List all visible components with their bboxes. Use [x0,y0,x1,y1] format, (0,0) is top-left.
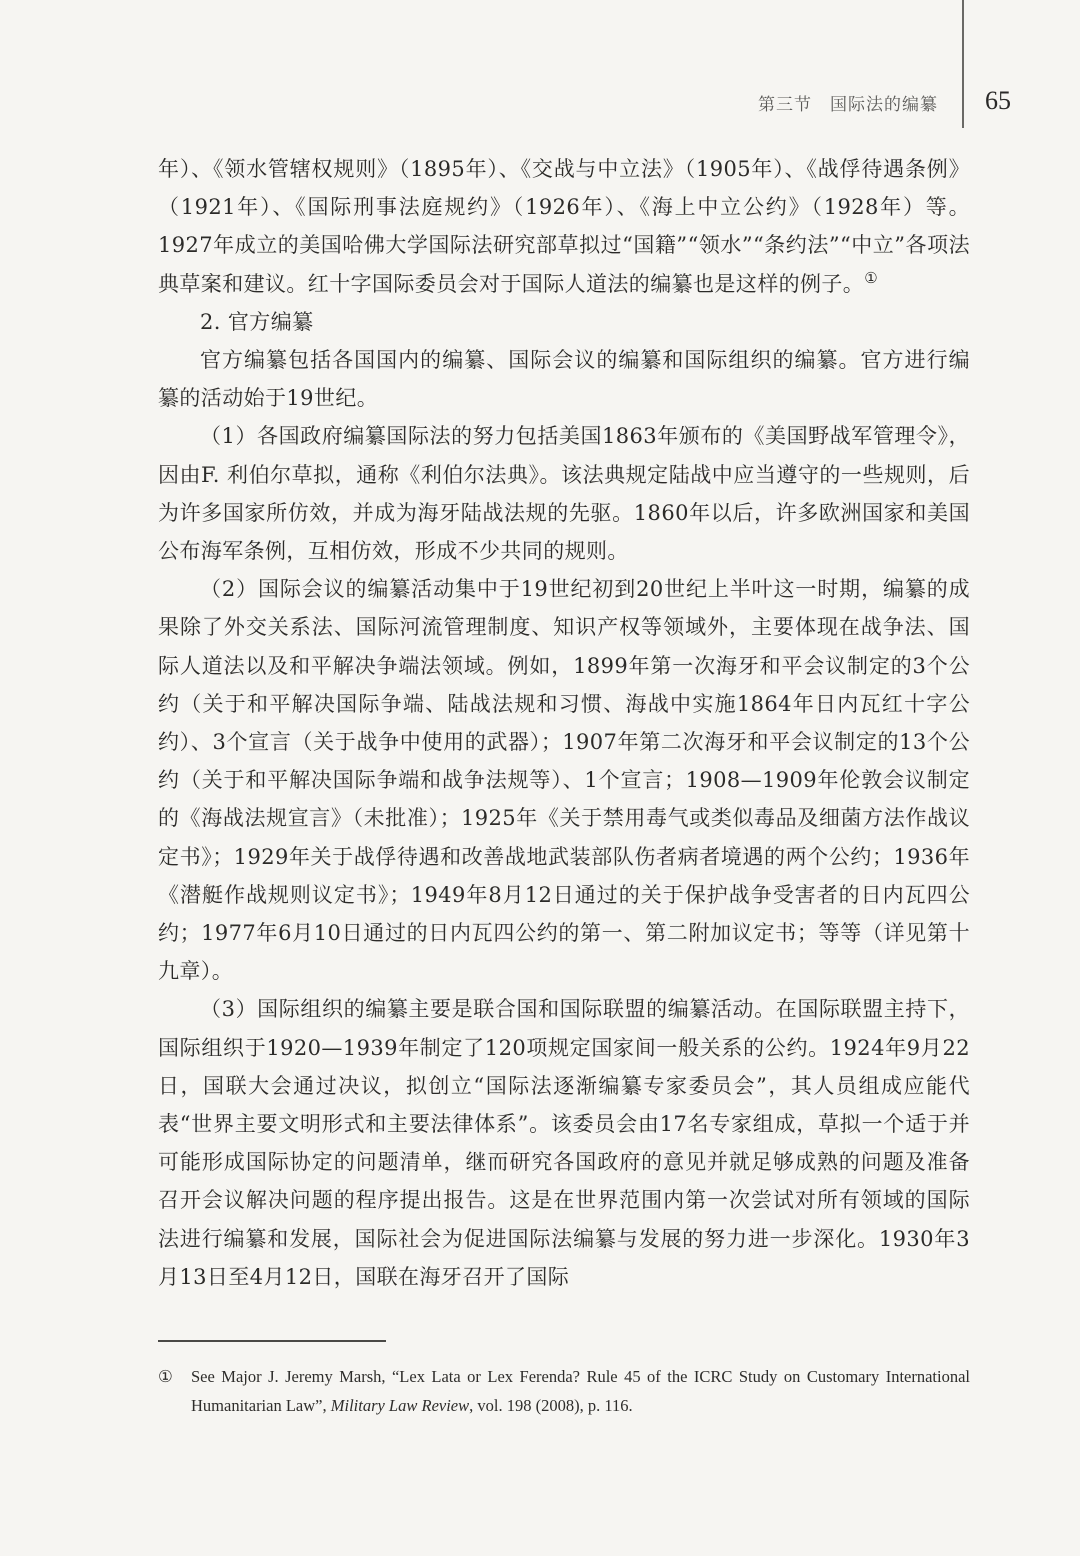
page-number: 65 [985,86,1011,115]
footnote [158,1362,970,1420]
running-header [758,90,938,115]
header-divider [962,0,964,128]
footnote-divider [158,1340,386,1342]
footnote-reference[interactable]: ① [864,268,879,287]
paragraph: （3）国际组织的编纂主要是联合国和国际联盟的编纂活动。在国际联盟主持下，国际组织于1920—1939年制定了120项规定国家间一般关系的公约。1924年9月22日，国联大会通过决议，拟创立“国际法逐渐编纂专家委员会”，其人员组成应能代表“世界主要文明形式和主要法律体系”。该委员会由17名专家组成，草拟一个适于并可能形成国际协定的问题清单，继而研究各国政府的意见并就足够成熟的问题及准备召开会议解决问题的程序提出报告。这是在世界范围内第一次尝试对所有领域的国际法进行编纂和发展，国际社会为促进国际法编纂与发展的努力进一步深化。1930年3月13日至4月12日，国联在海牙召开了国际 [158,997,970,1289]
footnote-text: See Major J. Jeremy Marsh, “Lex Lata or Lex Ferenda? Rule 45 of the ICRC Study on Customary International Humanitarian Law”, Military Law Review, vol. 198 (2008), p. 116. [191,1367,970,1415]
journal-title: Military Law Review [330,1396,470,1415]
paragraph: 年）、《领水管辖权规则》（1895年）、《交战与中立法》（1905年）、《战俘待遇条例》（1921年）、《国际刑事法庭规约》（1926年）、《海上中立公约》（1928年）等。1927年成立的美国哈佛大学国际法研究部草拟过“国籍”“领水”“条约法”“中立”各项法典草案和建议。红十字国际委员会对于国际人道法的编纂也是这样的例子。① [158,157,970,296]
paragraph: （2）国际会议的编纂活动集中于19世纪初到20世纪上半叶这一时期，编纂的成果除了外交关系法、国际河流管理制度、知识产权等领域外，主要体现在战争法、国际人道法以及和平解决争端法领域。例如，1899年第一次海牙和平会议制定的3个公约（关于和平解决国际争端、陆战法规和习惯、海战中实施1864年日内瓦红十字公约）、3个宣言（关于战争中使用的武器）；1907年第二次海牙和平会议制定的13个公约（关于和平解决国际争端和战争法规等）、1个宣言；1908—1909年伦敦会议制定的《海战法规宣言》（未批准）；1925年《关于禁用毒气或类似毒品及细菌方法作战议定书》；1929年关于战俘待遇和改善战地武装部队伤者病者境遇的两个公约；1936年《潜艇作战规则议定书》；1949年8月12日通过的关于保护战争受害者的日内瓦四公约；1977年6月10日通过的日内瓦四公约的第一、第二附加议定书；等等（详见第十九章）。 [158,577,970,984]
paragraph: 官方编纂包括各国国内的编纂、国际会议的编纂和国际组织的编纂。官方进行编纂的活动始于19世纪。 [158,348,970,411]
body-text [158,150,970,1296]
chapter-title: 国际法的编纂 [830,95,938,115]
paragraph: （1）各国政府编纂国际法的努力包括美国1863年颁布的《美国野战军管理令》，因由F. 利伯尔草拟，通称《利伯尔法典》。该法典规定陆战中应当遵守的一些规则，后为许多国家所仿效，并成为海牙陆战法规的先驱。1860年以后，许多欧洲国家和美国公布海军条例，互相仿效，形成不少共同的规则。 [158,424,970,564]
footnote-number: ① [158,1367,173,1386]
section-label: 第三节 [758,95,812,115]
subheading: 2. 官方编纂 [200,309,314,334]
